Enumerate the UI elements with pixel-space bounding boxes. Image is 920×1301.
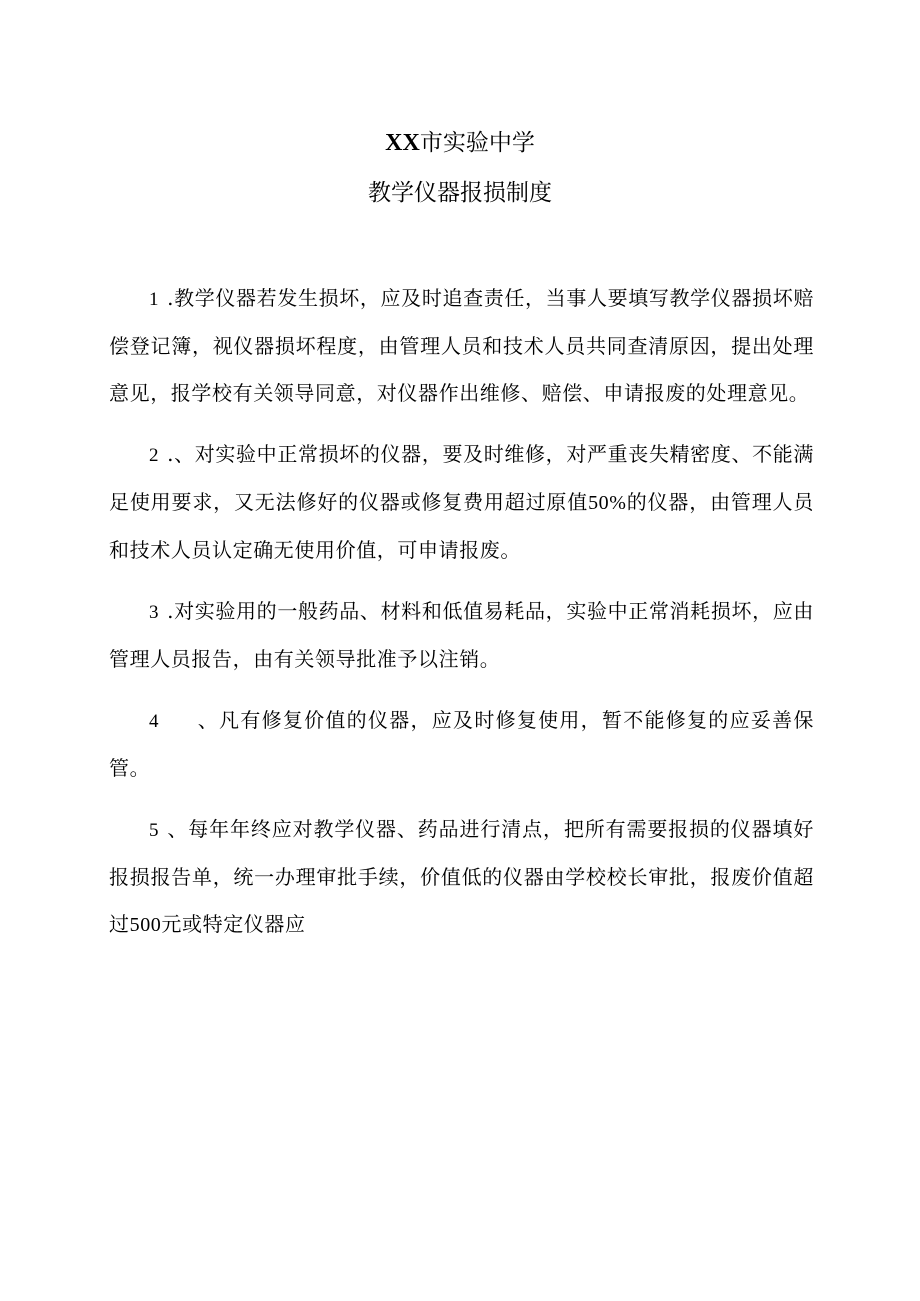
- title-rest: 市实验中学: [419, 130, 535, 156]
- document-title: [0, 128, 920, 158]
- paragraph-text: 50%: [588, 492, 627, 514]
- paragraph-2: [109, 431, 814, 574]
- paragraph-1: [109, 275, 814, 417]
- paragraph-text: 的仪器，由管理人员和技术人员认定确无使用价值，可申请报废。: [109, 490, 814, 562]
- paragraph-3: [109, 588, 814, 683]
- paragraph-text: .教学仪器若发生损坏，应及时追查责任，当事人要填写教学仪器损坏赔偿登记簿，视仪器损坏程度，由管理人员和技术人员共同查清原因，提出处理意见，报学校有关领导同意，对仪器作出维修、赔偿、申请报废的处理意见。: [109, 286, 814, 405]
- title-prefix: XX: [385, 130, 420, 156]
- paragraph-number: 2: [149, 445, 160, 466]
- paragraph-4: [109, 697, 814, 792]
- paragraph-5: [109, 806, 814, 949]
- document-body: [109, 275, 814, 963]
- document-subtitle: 教学仪器报损制度: [368, 180, 552, 206]
- paragraph-number: 4: [149, 711, 160, 732]
- paragraph-text: 元或特定仪器应: [161, 912, 306, 936]
- paragraph-text: 500: [129, 914, 162, 936]
- paragraph-text: 、凡有修复价值的仪器，应及时修复使用，暂不能修复的应妥善保管。: [109, 708, 814, 780]
- paragraph-text: .对实验用的一般药品、材料和低值易耗品，实验中正常消耗损坏，应由管理人员报告，由有关领导批准予以注销。: [109, 599, 814, 671]
- paragraph-text: 、每年年终应对教学仪器、药品进行清点，把所有需要报损的仪器填好报损报告单，统一办理审批手续，价值低的仪器由学校校长审批，报废价值超过: [109, 817, 814, 936]
- paragraph-number: 1: [149, 289, 160, 310]
- paragraph-number: 5: [149, 820, 160, 841]
- title-block: [0, 128, 920, 208]
- paragraph-text: .、对实验中正常损坏的仪器，要及时维修，对严重丧失精密度、不能满足使用要求，又无法修好的仪器或修复费用超过原值: [109, 442, 814, 514]
- paragraph-number: 3: [149, 602, 160, 623]
